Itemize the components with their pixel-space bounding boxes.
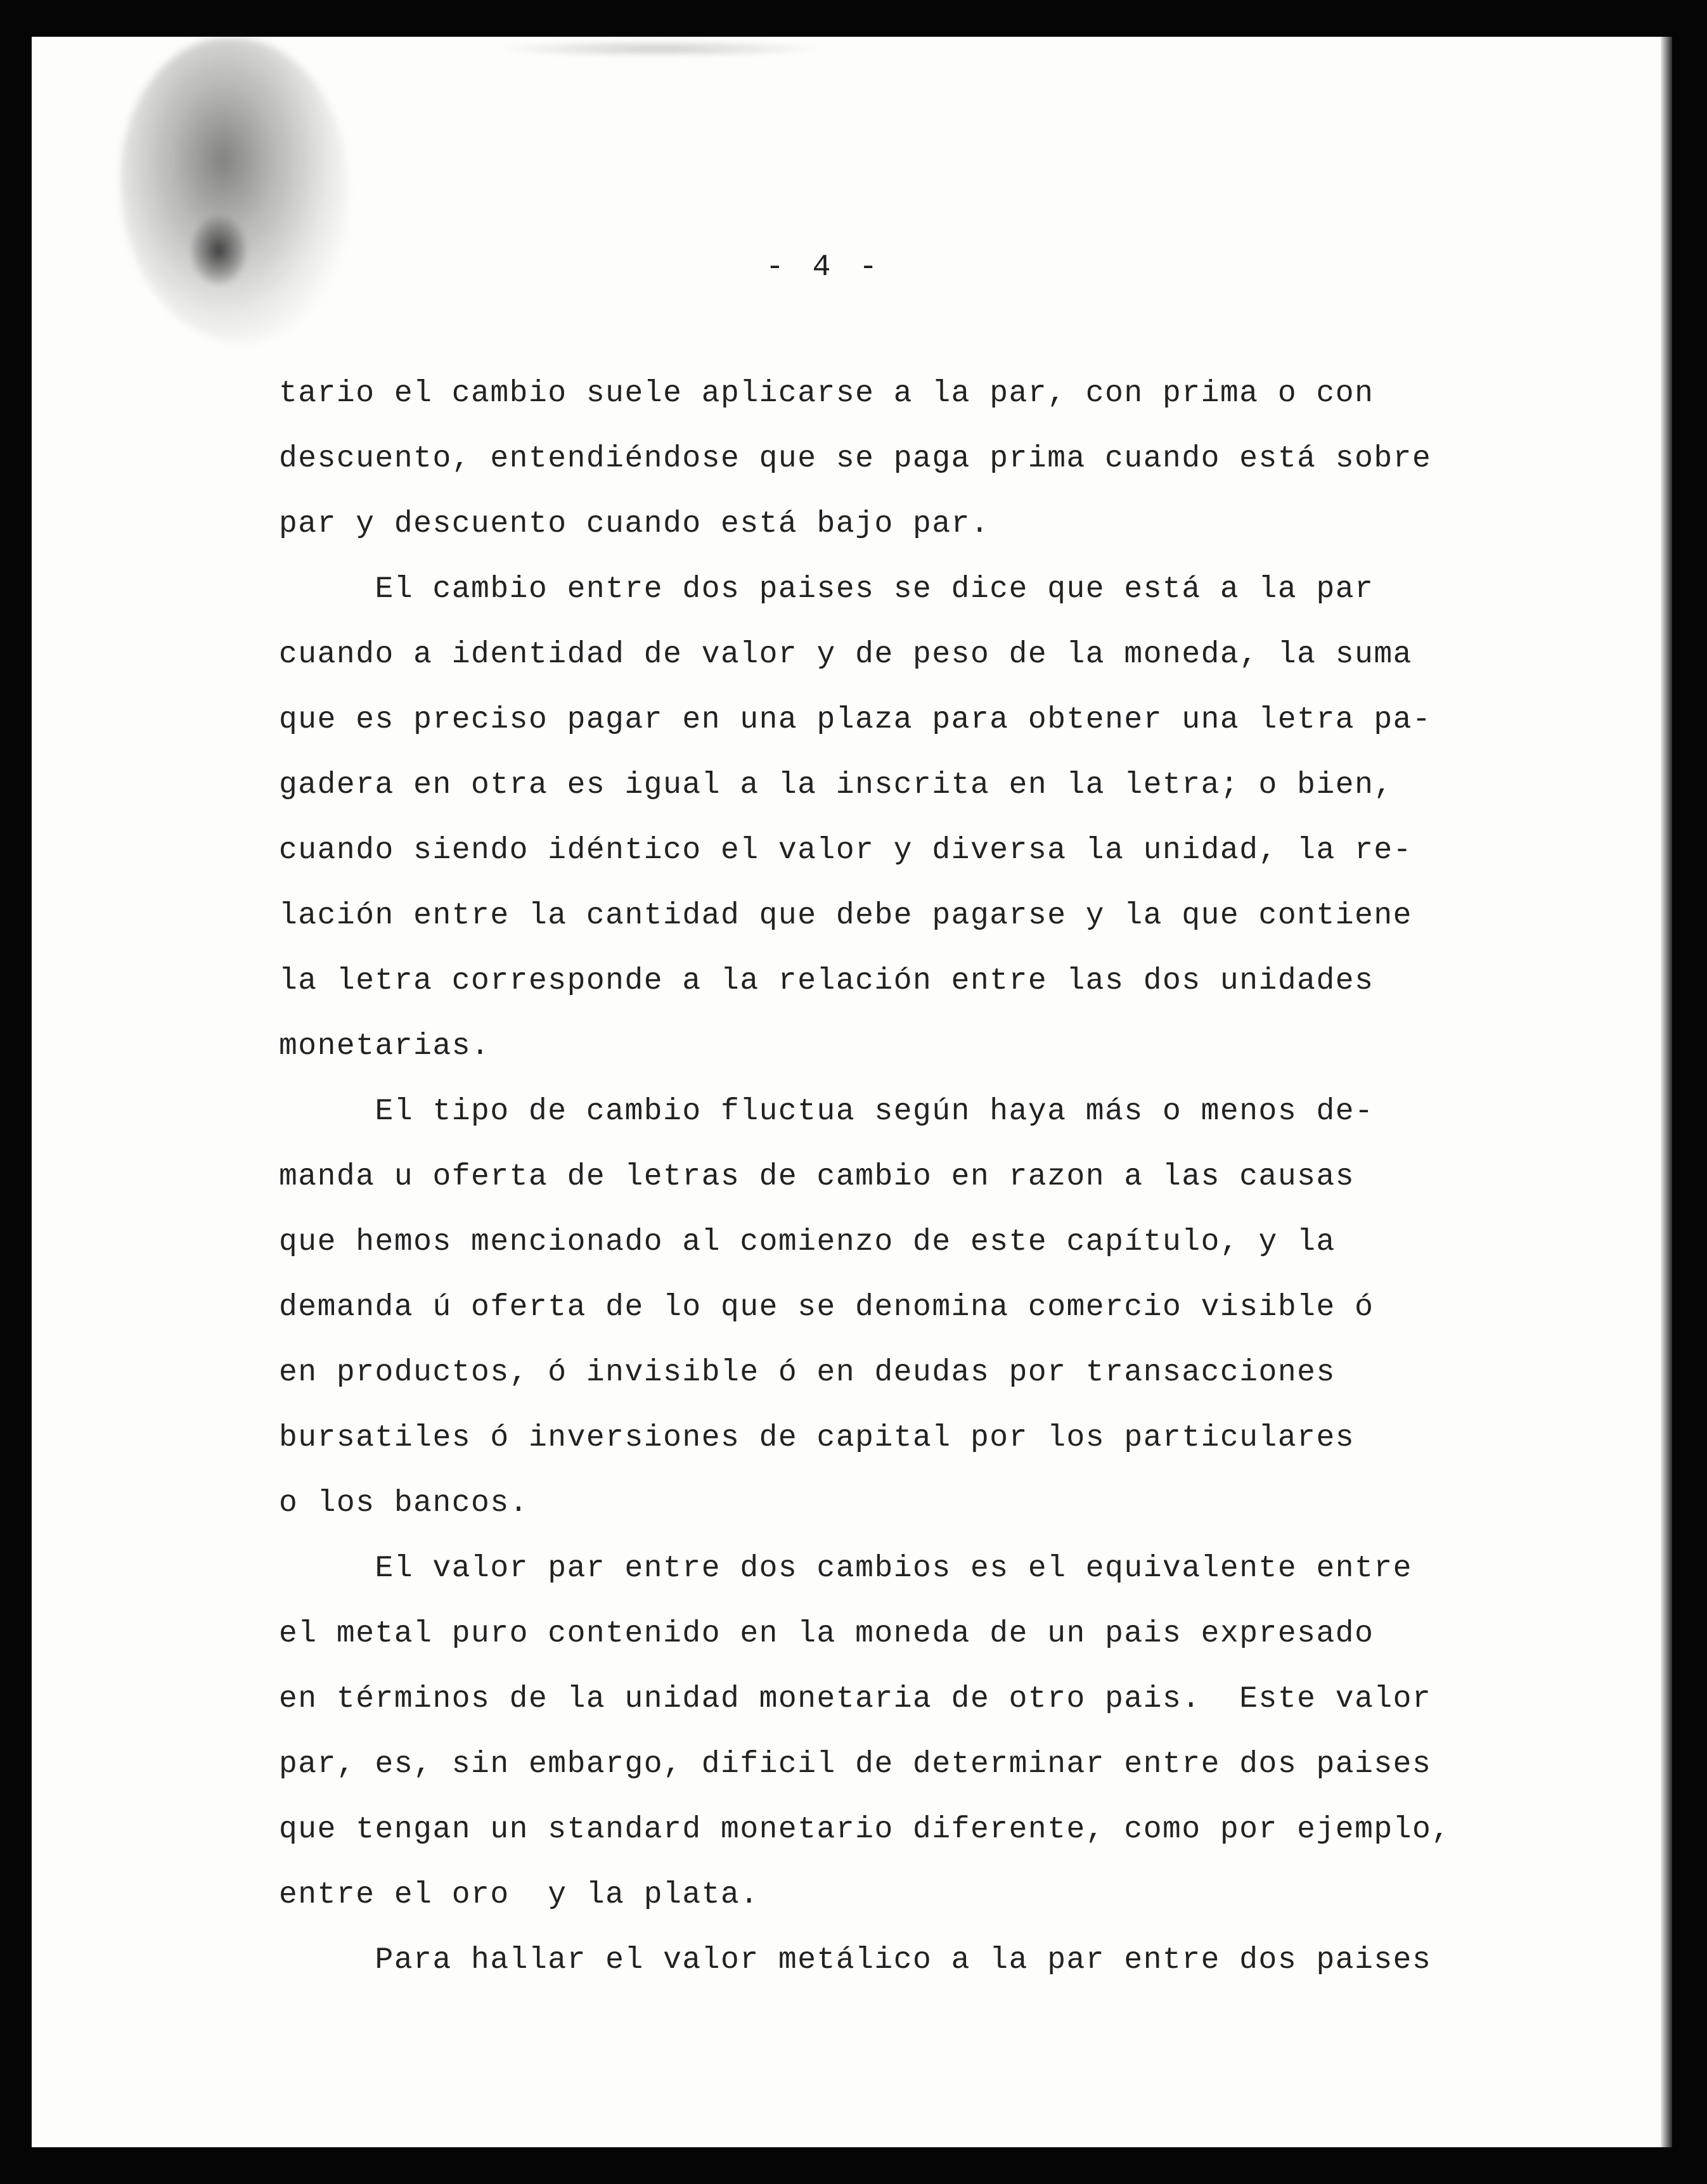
ink-smudge-dark-spot bbox=[190, 215, 247, 285]
text-line: El valor par entre dos cambios es el equivalente entre bbox=[279, 1551, 1412, 1586]
top-edge-speckle bbox=[494, 39, 824, 58]
text-line: el metal puro contenido en la moneda de un pais expresado bbox=[279, 1617, 1374, 1651]
body-text bbox=[279, 361, 1483, 1993]
text-line: o los bancos. bbox=[279, 1486, 529, 1520]
text-line: cuando siendo idéntico el valor y diversa la unidad, la re- bbox=[279, 833, 1412, 868]
page-number: - 4 - bbox=[765, 250, 883, 285]
text-line: lación entre la cantidad que debe pagarse y la que contiene bbox=[279, 899, 1412, 933]
text-line: descuento, entendiéndose que se paga prima cuando está sobre bbox=[279, 442, 1432, 476]
text-line: entre el oro y la plata. bbox=[279, 1878, 759, 1912]
text-line: que es preciso pagar en una plaza para obtener una letra pa- bbox=[279, 703, 1432, 737]
text-line: bursatiles ó inversiones de capital por los particulares bbox=[279, 1421, 1355, 1455]
text-line: par y descuento cuando está bajo par. bbox=[279, 507, 990, 541]
text-line: demanda ú oferta de lo que se denomina comercio visible ó bbox=[279, 1290, 1374, 1325]
text-line: manda u oferta de letras de cambio en razon a las causas bbox=[279, 1160, 1355, 1194]
page-edge-shadow bbox=[1661, 37, 1672, 2147]
text-line: El tipo de cambio fluctua según haya más o menos de- bbox=[279, 1095, 1374, 1129]
text-line: par, es, sin embargo, dificil de determinar entre dos paises bbox=[279, 1747, 1432, 1782]
text-line: Para hallar el valor metálico a la par entre dos paises bbox=[279, 1943, 1432, 1977]
text-line: cuando a identidad de valor y de peso de la moneda, la suma bbox=[279, 638, 1412, 672]
text-line: en productos, ó invisible ó en deudas por transacciones bbox=[279, 1356, 1336, 1390]
text-line: monetarias. bbox=[279, 1029, 491, 1063]
text-line: gadera en otra es igual a la inscrita en la letra; o bien, bbox=[279, 768, 1393, 802]
text-line: que hemos mencionado al comienzo de este capítulo, y la bbox=[279, 1225, 1336, 1259]
text-line: que tengan un standard monetario diferente, como por ejemplo, bbox=[279, 1813, 1451, 1847]
text-line: El cambio entre dos paises se dice que está a la par bbox=[279, 572, 1374, 607]
text-line: tario el cambio suele aplicarse a la par, con prima o con bbox=[279, 376, 1374, 411]
text-line: la letra corresponde a la relación entre las dos unidades bbox=[279, 964, 1374, 998]
text-line: en términos de la unidad monetaria de otro pais. Este valor bbox=[279, 1682, 1432, 1716]
